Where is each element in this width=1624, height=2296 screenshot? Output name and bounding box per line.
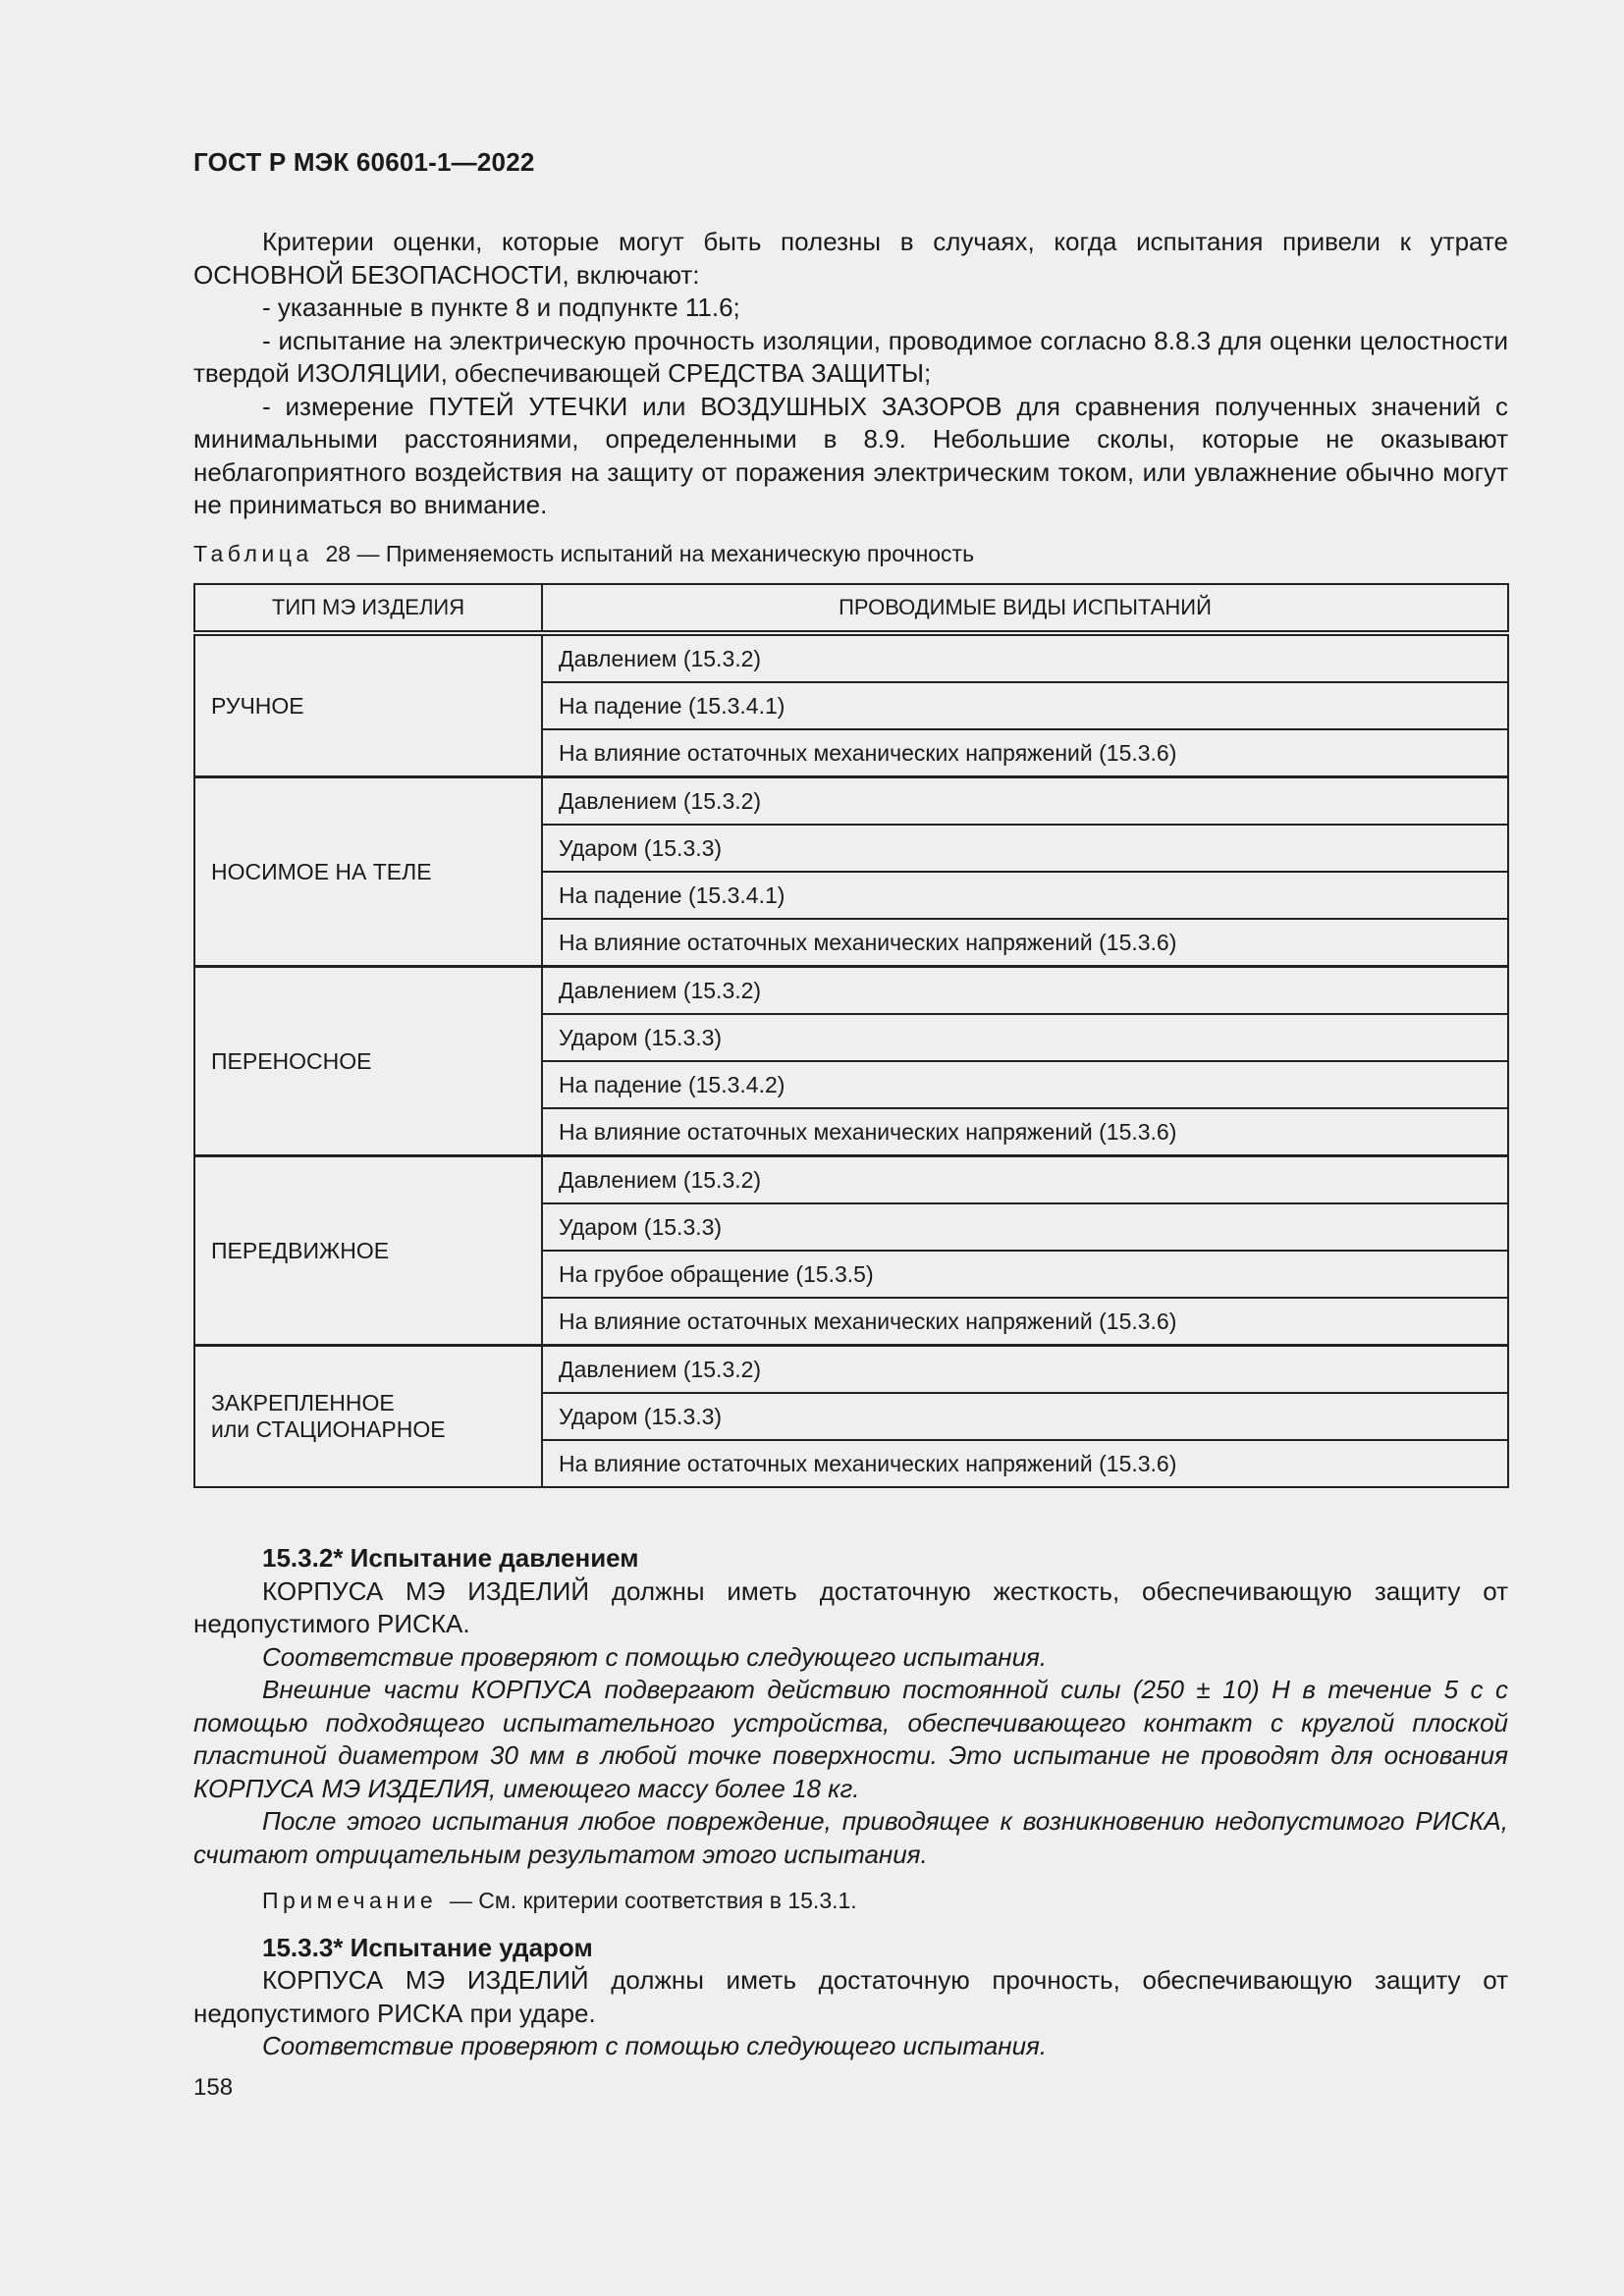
table-row xyxy=(194,633,1508,682)
test-cell: На влияние остаточных механических напряжений (15.3.6) xyxy=(542,1108,1508,1156)
equipment-type-cell: НОСИМОЕ НА ТЕЛЕ xyxy=(194,777,542,967)
intro-paragraph: Критерии оценки, которые могут быть полезны в случаях, когда испытания привели к утрате ОСНОВНОЙ БЕЗОПАСНОСТИ, включают: xyxy=(193,227,1508,290)
section-paragraph: КОРПУСА МЭ ИЗДЕЛИЙ должны иметь достаточную жесткость, обеспечивающую защиту от недопустимого РИСКА. xyxy=(193,1575,1508,1638)
test-cell: Давлением (15.3.2) xyxy=(542,1156,1508,1204)
table-caption-prefix: Таблица xyxy=(193,541,313,566)
test-cell: На падение (15.3.4.1) xyxy=(542,682,1508,729)
test-cell: На влияние остаточных механических напряжений (15.3.6) xyxy=(542,729,1508,777)
equipment-type-cell: ПЕРЕНОСНОЕ xyxy=(194,967,542,1156)
document-code: ГОСТ Р МЭК 60601-1—2022 xyxy=(193,147,535,177)
table-row xyxy=(194,1156,1508,1204)
test-cell: Ударом (15.3.3) xyxy=(542,825,1508,872)
mechanical-tests-table xyxy=(193,583,1509,1488)
col-header-tests: ПРОВОДИМЫЕ ВИДЫ ИСПЫТАНИЙ xyxy=(542,584,1508,633)
test-cell: На влияние остаточных механических напряжений (15.3.6) xyxy=(542,919,1508,967)
test-cell: На влияние остаточных механических напряжений (15.3.6) xyxy=(542,1298,1508,1346)
equipment-type-line-1: ЗАКРЕПЛЕННОЕ xyxy=(211,1390,395,1415)
test-cell: На грубое обращение (15.3.5) xyxy=(542,1251,1508,1298)
test-cell: Ударом (15.3.3) xyxy=(542,1014,1508,1061)
equipment-type-cell xyxy=(194,1346,542,1488)
test-cell: Ударом (15.3.3) xyxy=(542,1203,1508,1251)
col-header-type: ТИП МЭ ИЗДЕЛИЯ xyxy=(194,584,542,633)
section-heading: 15.3.3* Испытание ударом xyxy=(262,1932,593,1962)
criteria-item-1: - указанные в пункте 8 и подпункте 11.6; xyxy=(262,293,740,322)
table-caption-title: 28 — Применяемость испытаний на механическую прочность xyxy=(325,541,975,566)
criteria-item-2: - испытание на электрическую прочность изоляции, проводимое согласно 8.8.3 для оценки целостности твердой ИЗОЛЯЦИИ, обеспечивающей СРЕДСТВА ЗАЩИТЫ; xyxy=(193,325,1508,388)
section-15-3-2 xyxy=(193,1542,1508,2063)
test-cell: Ударом (15.3.3) xyxy=(542,1393,1508,1440)
intro-text xyxy=(193,226,1508,522)
test-cell: Давлением (15.3.2) xyxy=(542,967,1508,1015)
note-label: Примечание xyxy=(262,1888,438,1913)
table-caption xyxy=(193,541,974,567)
equipment-type-cell: ПЕРЕДВИЖНОЕ xyxy=(194,1156,542,1346)
table-header-row xyxy=(194,584,1508,633)
table-row xyxy=(194,1346,1508,1394)
test-cell: На падение (15.3.4.1) xyxy=(542,872,1508,919)
test-cell: На влияние остаточных механических напряжений (15.3.6) xyxy=(542,1440,1508,1487)
note-text: — См. критерии соответствия в 15.3.1. xyxy=(449,1888,857,1913)
test-cell: Давлением (15.3.2) xyxy=(542,777,1508,826)
result-paragraph: После этого испытания любое повреждение, приводящее к возникновению недопустимого РИСКА, считают отрицательным результатом этого испытания. xyxy=(193,1806,1508,1869)
equipment-type-line-2: или СТАЦИОНАРНОЕ xyxy=(211,1416,446,1442)
criteria-item-3: - измерение ПУТЕЙ УТЕЧКИ или ВОЗДУШНЫХ ЗАЗОРОВ для сравнения полученных значений с минимальными расстояниями, определенными в 8.9. Небольшие сколы, которые не оказывают неблагоприятного воздействия на защиту от поражения электрическим током, или увлажнение обычно могут не приниматься во внимание. xyxy=(193,391,1508,519)
compliance-paragraph: Соответствие проверяют с помощью следующего испытания. xyxy=(262,1641,1048,1672)
note xyxy=(193,1885,1508,1918)
section-heading: 15.3.2* Испытание давлением xyxy=(262,1543,639,1573)
table-row xyxy=(194,967,1508,1015)
test-cell: Давлением (15.3.2) xyxy=(542,1346,1508,1394)
table-row xyxy=(194,777,1508,826)
test-cell: На падение (15.3.4.2) xyxy=(542,1061,1508,1108)
test-procedure-paragraph: Внешние части КОРПУСА подвергают действию постоянной силы (250 ± 10) Н в течение 5 с с помощью подходящего испытательного устройства, обеспечивающего контакт с круглой плоской пластиной диаметром 30 мм в любой точке поверхности. Это испытание не проводят для основания КОРПУСА МЭ ИЗДЕЛИЯ, имеющего массу более 18 кг. xyxy=(193,1675,1508,1803)
compliance-paragraph: Соответствие проверяют с помощью следующего испытания. xyxy=(262,2031,1048,2060)
section-paragraph: КОРПУСА МЭ ИЗДЕЛИЙ должны иметь достаточную прочность, обеспечивающую защиту от недопустимого РИСКА при ударе. xyxy=(193,1965,1508,2028)
page-number: 158 xyxy=(193,2074,234,2101)
equipment-type-cell: РУЧНОЕ xyxy=(194,633,542,777)
test-cell: Давлением (15.3.2) xyxy=(542,633,1508,682)
